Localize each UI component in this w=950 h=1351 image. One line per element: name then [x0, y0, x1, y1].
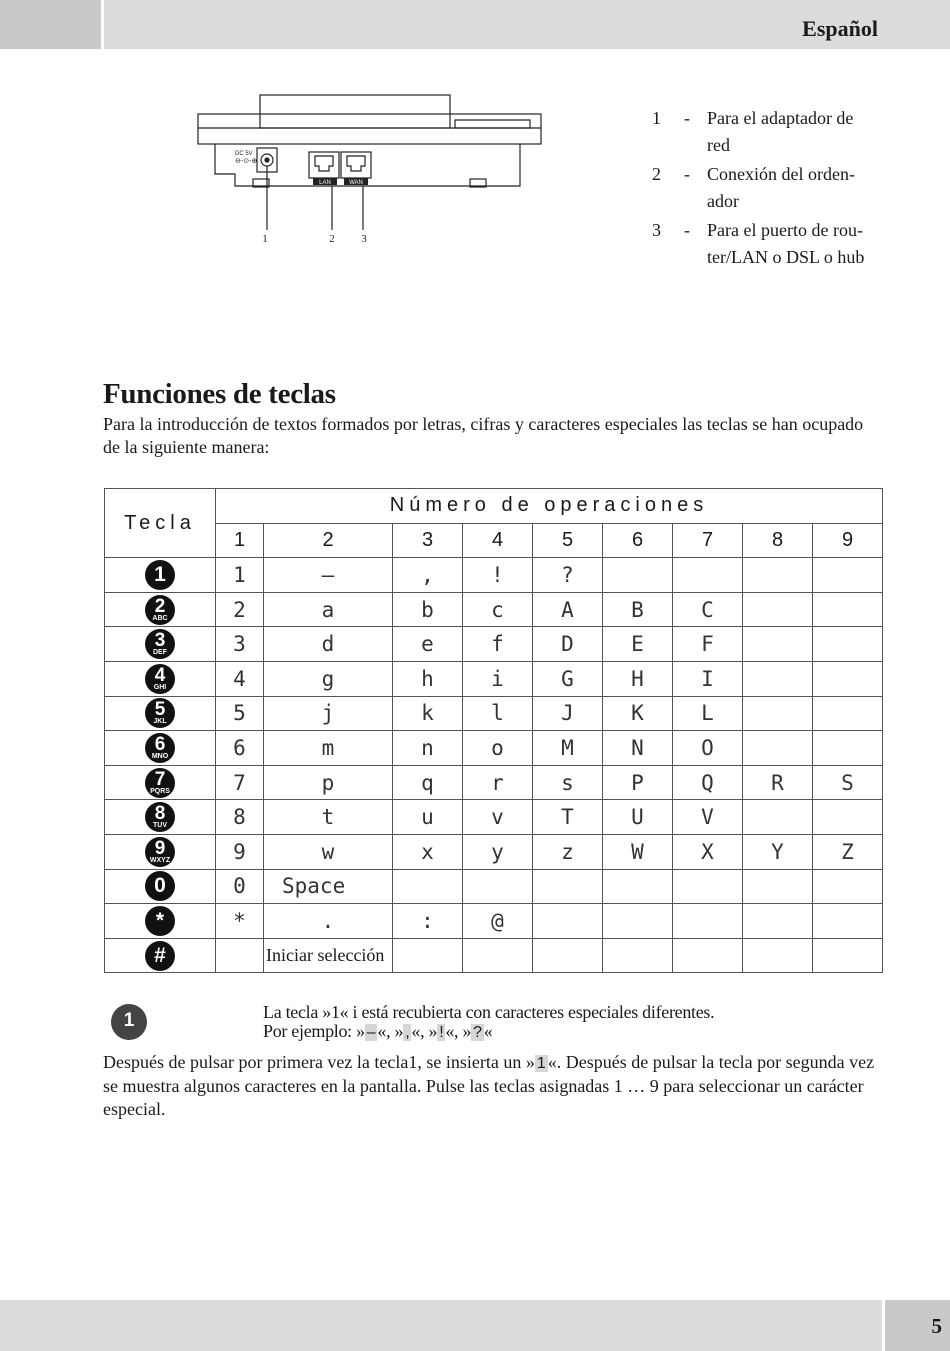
char-cell: u [393, 800, 463, 835]
char-cell [216, 938, 264, 973]
legend-number: 3 [652, 220, 661, 240]
char-cell [743, 800, 813, 835]
char-cell [603, 938, 673, 973]
key-cell [105, 800, 216, 835]
char-cell: * [216, 904, 264, 939]
table-row [105, 938, 883, 973]
char-cell [533, 938, 603, 973]
char-cell: 2 [216, 592, 264, 627]
char-cell: b [393, 592, 463, 627]
key-cell [105, 592, 216, 627]
char-cell: l [463, 696, 533, 731]
char-cell: : [393, 904, 463, 939]
callout-3: 3 [361, 233, 367, 245]
char-cell: B [603, 592, 673, 627]
char-cell: F [673, 627, 743, 662]
legend-number: 1 [652, 108, 661, 128]
key-cell [105, 627, 216, 662]
table-row [105, 904, 883, 939]
char-cell: S [813, 765, 883, 800]
note-1-icon: 1 [111, 1004, 147, 1040]
char-cell: H [603, 661, 673, 696]
char-cell [603, 558, 673, 593]
char-cell [603, 869, 673, 904]
char-cell: @ [463, 904, 533, 939]
example-char: ! [439, 1024, 444, 1041]
char-cell: 8 [216, 800, 264, 835]
char-cell: X [673, 834, 743, 869]
dc-polarity-icon: ⊖-⊙-⊕ [235, 158, 258, 165]
example-char: , [405, 1024, 410, 1041]
char-cell [813, 938, 883, 973]
key-cell [105, 765, 216, 800]
table-row [105, 661, 883, 696]
key-11-icon: # [145, 941, 175, 971]
lan-label: LAN [319, 180, 331, 186]
header-band [104, 0, 950, 49]
operation-number: 1 [216, 523, 264, 558]
key-7-icon: 8 TUV [145, 802, 175, 832]
char-cell: n [393, 731, 463, 766]
char-cell: q [393, 765, 463, 800]
page-number: 5 [931, 1314, 942, 1338]
char-cell: . [264, 904, 393, 939]
char-cell: 9 [216, 834, 264, 869]
operation-number: 9 [813, 523, 883, 558]
table-row [105, 869, 883, 904]
key-cell [105, 558, 216, 593]
highlight-key-1: 1 [536, 1055, 546, 1072]
char-cell: U [603, 800, 673, 835]
char-cell: Z [813, 834, 883, 869]
char-cell: 4 [216, 661, 264, 696]
explanation-paragraph: Después de pulsar por primera vez la tecla1, se insierta un » 1 «. Después de pulsar la tecla por segunda vez se muestra algunos caracteres en la pantalla. Pulse las teclas asignadas 1 … 9 para seleccionar un carácter especial. [103, 1052, 875, 1119]
callout-1: 1 [262, 233, 268, 245]
connector-legend [652, 105, 892, 273]
char-cell: C [673, 592, 743, 627]
table-row [105, 800, 883, 835]
example-char: – [366, 1024, 376, 1041]
char-cell: N [603, 731, 673, 766]
char-cell [743, 627, 813, 662]
wan-label: WAN [349, 180, 363, 186]
char-cell [813, 800, 883, 835]
table-row [105, 558, 883, 593]
key-cell [105, 696, 216, 731]
char-cell [743, 731, 813, 766]
char-cell: L [673, 696, 743, 731]
key-rows [105, 558, 883, 973]
key-4-icon: 5 JKL [145, 698, 175, 728]
char-cell: Iniciar selección [264, 938, 393, 973]
char-cell: 7 [216, 765, 264, 800]
char-cell: Q [673, 765, 743, 800]
char-cell [743, 661, 813, 696]
char-cell: p [264, 765, 393, 800]
char-cell: D [533, 627, 603, 662]
operation-number: 6 [603, 523, 673, 558]
key-1-icon: 2 ABC [145, 595, 175, 625]
char-cell: k [393, 696, 463, 731]
char-cell: d [264, 627, 393, 662]
char-cell [813, 661, 883, 696]
key-assignment-table [104, 488, 883, 973]
char-cell: t [264, 800, 393, 835]
header-language: Español [802, 16, 878, 41]
char-cell [743, 904, 813, 939]
char-cell [463, 869, 533, 904]
operation-number: 8 [743, 523, 813, 558]
legend-item [652, 105, 892, 159]
key-6-icon: 7 PQRS [145, 768, 175, 798]
key-cell [105, 938, 216, 973]
legend-dash: - [684, 220, 690, 240]
char-cell [463, 938, 533, 973]
key-cell [105, 904, 216, 939]
char-cell: 0 [216, 869, 264, 904]
char-cell: g [264, 661, 393, 696]
char-cell [813, 869, 883, 904]
char-cell [673, 869, 743, 904]
footer-page-band [885, 1300, 950, 1351]
operation-number: 3 [393, 523, 463, 558]
char-cell [393, 938, 463, 973]
char-cell: 5 [216, 696, 264, 731]
char-cell: r [463, 765, 533, 800]
operation-number: 5 [533, 523, 603, 558]
legend-item [652, 217, 892, 271]
char-cell: j [264, 696, 393, 731]
operations-header: Número de operaciones [216, 489, 883, 524]
key-10-icon: * [145, 906, 175, 936]
char-cell: I [673, 661, 743, 696]
key-cell [105, 731, 216, 766]
char-cell: J [533, 696, 603, 731]
char-cell: K [603, 696, 673, 731]
char-cell [743, 696, 813, 731]
char-cell: v [463, 800, 533, 835]
note-line-1: La tecla »1« i está recubierta con caracteres especiales diferentes. [263, 1002, 715, 1022]
key-9-icon: 0 [145, 871, 175, 901]
header-left-band [0, 0, 101, 49]
operation-number: 7 [673, 523, 743, 558]
char-cell: e [393, 627, 463, 662]
key-8-icon: 9 WXYZ [145, 837, 175, 867]
char-cell [813, 592, 883, 627]
char-cell: ! [463, 558, 533, 593]
char-cell: 6 [216, 731, 264, 766]
operation-number: 4 [463, 523, 533, 558]
legend-dash: - [684, 164, 690, 184]
char-cell [813, 904, 883, 939]
char-cell: x [393, 834, 463, 869]
char-cell: 3 [216, 627, 264, 662]
dc-jack-label: DC 5V [235, 151, 253, 157]
char-cell: O [673, 731, 743, 766]
note-line-2: Por ejemplo: » – «, » , «, » ! «, » ? « [263, 1021, 493, 1041]
char-cell [393, 869, 463, 904]
char-cell [813, 696, 883, 731]
char-cell: m [264, 731, 393, 766]
char-cell: ? [533, 558, 603, 593]
char-cell: T [533, 800, 603, 835]
char-cell [603, 904, 673, 939]
table-row [105, 696, 883, 731]
char-cell [743, 558, 813, 593]
char-cell [813, 627, 883, 662]
section-intro: Para la introducción de textos formados por letras, cifras y caracteres especiales las teclas se han ocupado de la siguiente manera: [103, 414, 864, 457]
char-cell: i [463, 661, 533, 696]
char-cell: o [463, 731, 533, 766]
example-char: ? [473, 1024, 482, 1041]
char-cell [743, 938, 813, 973]
legend-text: Para el puerto de rou- ter/LAN o DSL o hub [707, 220, 865, 267]
char-cell: M [533, 731, 603, 766]
char-cell: 1 [216, 558, 264, 593]
char-cell: a [264, 592, 393, 627]
note-text [263, 1003, 714, 1042]
char-cell [813, 731, 883, 766]
char-cell: Space [264, 869, 393, 904]
table-row [105, 627, 883, 662]
char-cell: G [533, 661, 603, 696]
char-cell [743, 592, 813, 627]
table-row [105, 834, 883, 869]
char-cell [743, 869, 813, 904]
footer-band [0, 1300, 882, 1351]
legend-number: 2 [652, 164, 661, 184]
char-cell [813, 558, 883, 593]
legend-item [652, 161, 892, 215]
char-cell: – [264, 558, 393, 593]
callout-2: 2 [329, 233, 335, 245]
legend-text: Conexión del orden- ador [707, 164, 855, 211]
key-2-icon: 3 DEF [145, 629, 175, 659]
key-cell [105, 869, 216, 904]
table-row [105, 765, 883, 800]
char-cell: h [393, 661, 463, 696]
char-cell [673, 904, 743, 939]
char-cell: s [533, 765, 603, 800]
char-cell: P [603, 765, 673, 800]
char-cell [533, 869, 603, 904]
key-cell [105, 661, 216, 696]
char-cell [533, 904, 603, 939]
char-cell [673, 938, 743, 973]
table-row [105, 731, 883, 766]
key-cell [105, 834, 216, 869]
char-cell: W [603, 834, 673, 869]
key-0-icon: 1 [145, 560, 175, 590]
char-cell [673, 558, 743, 593]
key-5-icon: 6 MNO [145, 733, 175, 763]
char-cell: w [264, 834, 393, 869]
char-cell: f [463, 627, 533, 662]
char-cell: , [393, 558, 463, 593]
legend-dash: - [684, 108, 690, 128]
table-row [105, 592, 883, 627]
char-cell: y [463, 834, 533, 869]
legend-text: Para el adaptador de red [707, 108, 854, 155]
device-back-panel-illustration [195, 92, 555, 252]
section-title: Funciones de teclas [103, 378, 336, 410]
operations-number-row [105, 523, 883, 558]
char-cell: A [533, 592, 603, 627]
char-cell: R [743, 765, 813, 800]
char-cell: E [603, 627, 673, 662]
char-cell: Y [743, 834, 813, 869]
key-3-icon: 4 GHI [145, 664, 175, 694]
operation-number: 2 [264, 523, 393, 558]
char-cell: V [673, 800, 743, 835]
char-cell: c [463, 592, 533, 627]
key-column-header: Tecla [105, 489, 216, 558]
char-cell: z [533, 834, 603, 869]
